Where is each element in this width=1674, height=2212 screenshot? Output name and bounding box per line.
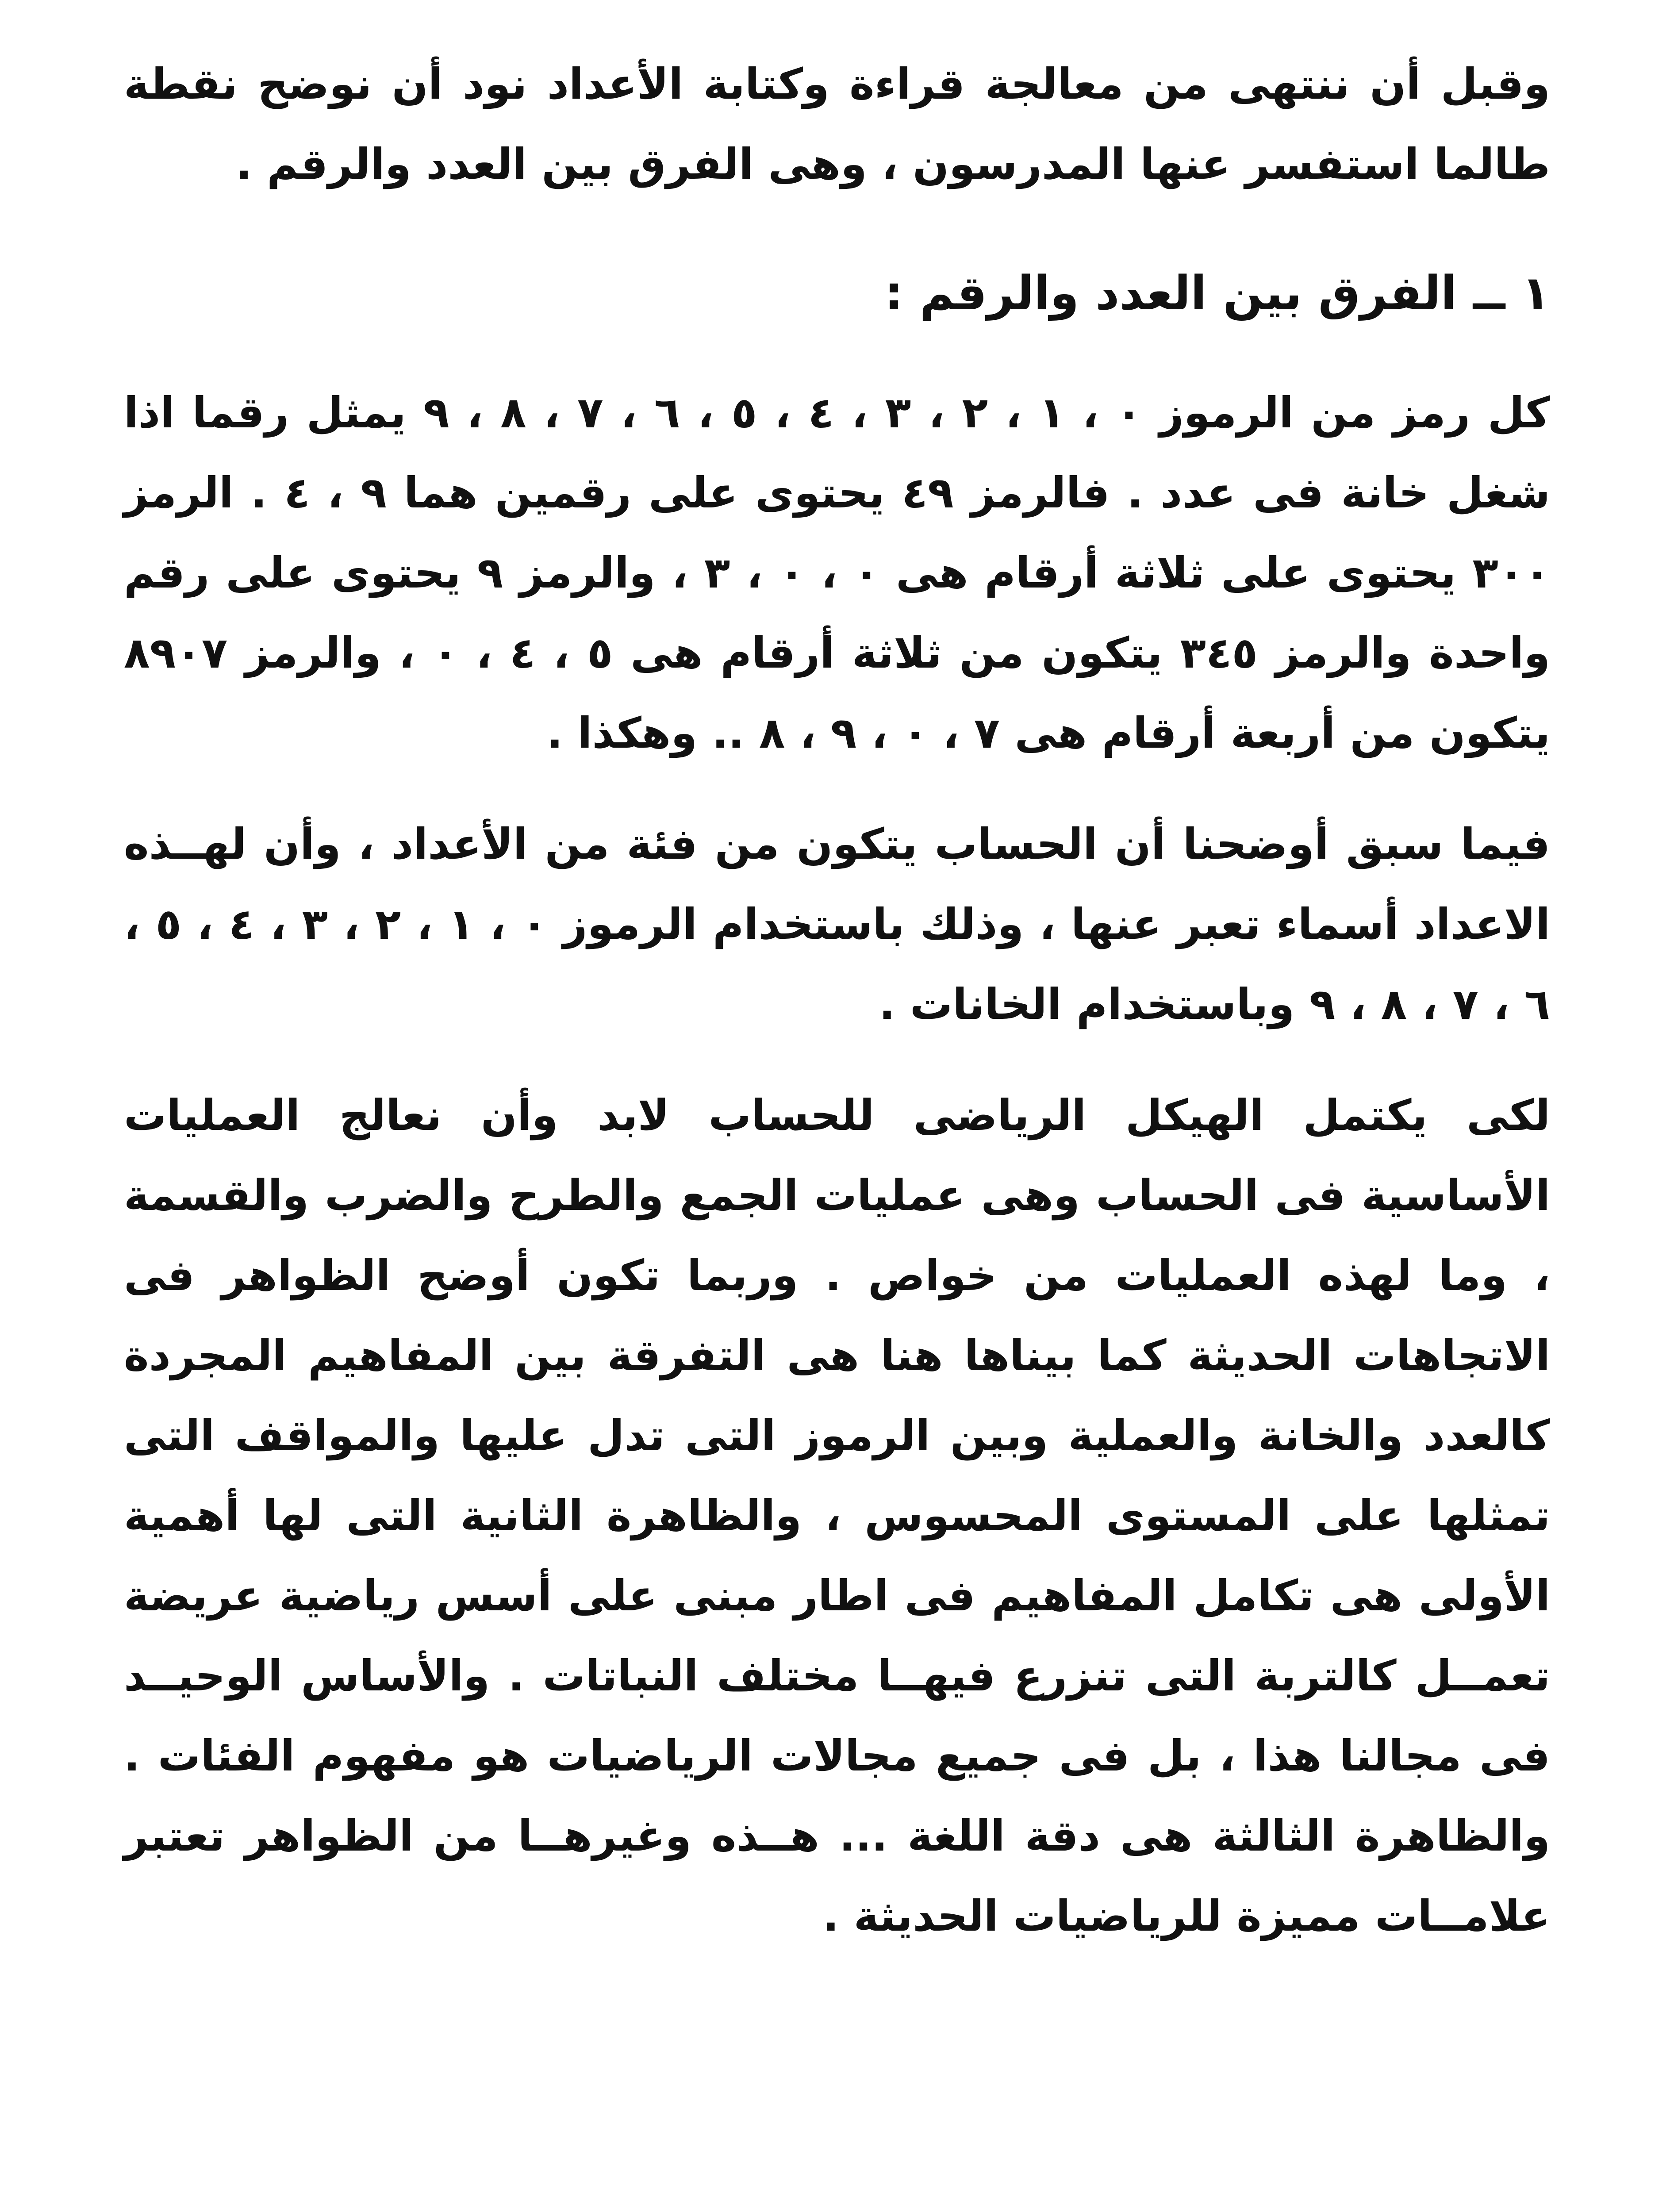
paragraph-operations: لكى يكتمل الهيكل الرياضى للحساب لابد وأن نعالج العمليات الأساسية فى الحساب وهى عمليات الجمع والطرح والضرب والقسمة ، وما لهذه العمليات من خواص . وربما تكون أوضح الظواهر فى الاتجاهات الحديثة كما بيناها هنا هى التفرقة بين المفاهيم المجردة كالعدد والخانة والعملية وبين الرموز التى تدل عليها والمواقف التى تمثلها على المستوى المحسوس ، والظاهرة الثانية التى لها أهمية الأولى هى تكامل المفاهيم فى اطار مبنى على أسس رياضية عريضة تعمــل كالتربة التى تنزرع فيهــا مختلف النباتات . والأساس الوحيــد فى مجالنا هذا ، بل فى جميع مجالات الرياضيات هو مفهوم الفئات . والظاهرة الثالثة هى دقة اللغة ... هــذه وغيرهــا من الظواهر تعتبر علامــات مميزة للرياضيات الحديثة . bbox=[124, 1091, 1550, 1941]
text-column bbox=[124, 44, 1550, 1956]
paragraph-numbers: فيما سبق أوضحنا أن الحساب يتكون من فئة من الأعداد ، وأن لهــذه الاعداد أسماء تعبر عنها ، وذلك باستخدام الرموز ٠ ، ١ ، ٢ ، ٣ ، ٤ ، ٥ ، ٦ ، ٧ ، ٨ ، ٩ وباستخدام الخانات . bbox=[124, 819, 1551, 1029]
section-heading: ١ ــ الفرق بين العدد والرقم : bbox=[884, 266, 1550, 320]
spacer bbox=[124, 1045, 1550, 1075]
spacer bbox=[124, 773, 1550, 804]
paragraph-digits: كل رمز من الرموز ٠ ، ١ ، ٢ ، ٣ ، ٤ ، ٥ ، ٦ ، ٧ ، ٨ ، ٩ يمثل رقما اذا شغل خانة فى عدد . فالرمز ٤٩ يحتوى على رقمين هما ٩ ، ٤ . الرمز ٣٠٠ يحتوى على ثلاثة أرقام هى ٠ ، ٠ ، ٣ ، والرمز ٩ يحتوى على رقم واحدة والرمز ٣٤٥ يتكون من ثلاثة أرقام هى ٥ ، ٤ ، ٠ ، والرمز ٨٩٠٧ يتكون من أربعة أرقام هى ٧ ، ٠ ، ٩ ، ٨ .. وهكذا . bbox=[124, 388, 1551, 758]
spacer bbox=[124, 204, 1550, 253]
spacer bbox=[124, 333, 1550, 373]
intro-paragraph: وقبل أن ننتهى من معالجة قراءة وكتابة الأعداد نود أن نوضح نقطة طالما استفسر عنها المدرسون ، وهى الفرق بين العدد والرقم . bbox=[124, 59, 1550, 189]
